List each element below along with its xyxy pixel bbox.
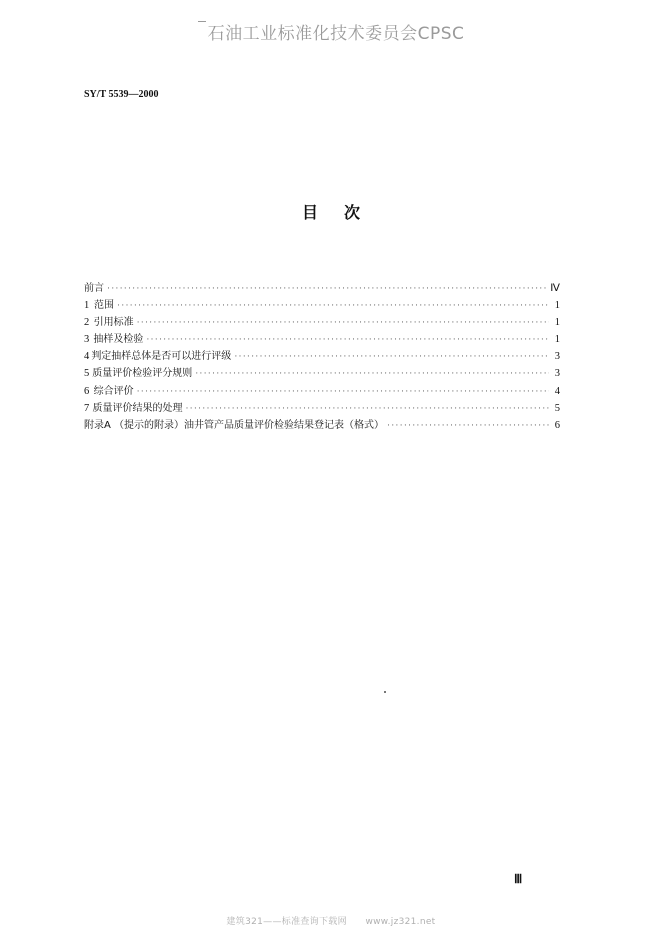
toc-entry-label: 综合评价 <box>93 385 134 397</box>
toc-entry-sampling-inspection[interactable] <box>84 330 560 347</box>
watermark-tick-mark <box>198 21 206 22</box>
toc-dot-leader <box>146 334 549 344</box>
toc-entry-label: 质量评价结果的处理 <box>92 402 183 414</box>
toc-entry-page: Ⅳ <box>550 283 560 294</box>
toc-entry-foreword[interactable] <box>84 279 560 296</box>
toc-dot-leader <box>387 420 549 430</box>
toc-entry-label: 范围 <box>94 300 115 312</box>
toc-entry-scoring-rules[interactable] <box>84 364 560 381</box>
toc-entry-label: 质量评价检验评分规则 <box>92 368 193 380</box>
toc-entry-page: 1 <box>554 317 560 329</box>
toc-entry-page: 4 <box>554 385 560 397</box>
footer-watermark: 建筑321——标准查询下载网 www.jz321.net <box>226 917 436 927</box>
page-number: Ⅲ <box>514 872 523 886</box>
toc-dot-leader <box>137 386 549 396</box>
toc-entry-page: 6 <box>554 419 560 431</box>
toc-entry-number: 6 <box>84 385 90 397</box>
page-title-char-2: 次 <box>344 203 361 222</box>
toc-entry-label: 抽样及检验 <box>93 334 144 346</box>
toc-entry-page: 5 <box>554 402 560 414</box>
toc-entry-number: 5 <box>84 368 90 380</box>
toc-entry-page: 1 <box>554 300 560 312</box>
scan-speck <box>384 691 386 693</box>
toc-entry-result-handling[interactable] <box>84 399 560 416</box>
toc-entry-label: 引用标准 <box>93 317 134 329</box>
top-watermark <box>0 19 662 44</box>
toc-entry-overall-evaluation[interactable] <box>84 382 560 399</box>
toc-entry-scope[interactable] <box>84 296 560 313</box>
page-title <box>0 200 662 223</box>
toc-entry-number: 7 <box>84 402 90 414</box>
toc-dot-leader <box>185 403 549 413</box>
toc-entry-number: 4 <box>84 351 90 363</box>
toc-entry-page: 1 <box>554 334 560 346</box>
toc-dot-leader <box>117 300 549 310</box>
toc-entry-page: 3 <box>554 351 560 363</box>
standard-code: SY/T 5539—2000 <box>84 89 159 100</box>
table-of-contents <box>84 279 560 433</box>
top-watermark-text: 石油工业标准化技术委员会CPSC <box>207 24 465 44</box>
toc-entry-normative-references[interactable] <box>84 313 560 330</box>
toc-dot-leader <box>234 351 549 361</box>
toc-entry-label: 判定抽样总体是否可以进行评级 <box>91 351 232 363</box>
toc-entry-number: 2 <box>84 317 90 329</box>
toc-entry-page: 3 <box>554 368 560 380</box>
toc-entry-label: 附录A （提示的附录）油井管产品质量评价检验结果登记表（格式） <box>84 419 385 431</box>
toc-dot-leader <box>137 317 549 327</box>
toc-entry-number: 1 <box>84 300 90 312</box>
page-title-char-1: 目 <box>301 203 318 222</box>
toc-entry-appendix-a[interactable] <box>84 416 560 433</box>
toc-entry-number: 3 <box>84 334 90 346</box>
toc-entry-grading-eligibility[interactable] <box>84 347 560 364</box>
toc-entry-label: 前言 <box>84 283 104 294</box>
toc-dot-leader <box>195 368 549 378</box>
toc-dot-leader <box>107 283 547 293</box>
